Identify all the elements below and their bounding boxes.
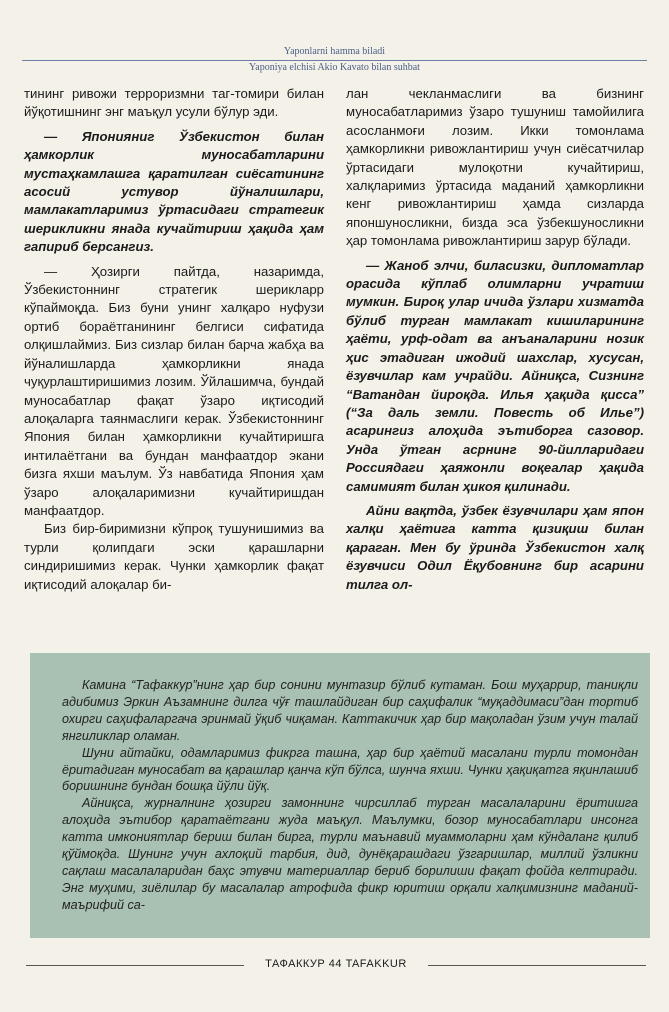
paragraph: — Ҳозирги пайтда, назаримда, Ўзбекистоннинг стратегик шерикларр кўпаймоқда. Биз буни унинг халқаро нуфузи ортиб бораётганининг белгиси сифатида олқишлаймиз. Биз сизлар билан барча жабҳа ва йўналишларда ҳамкорликни янада чуқурлаштиришимиз лозим. Ўйлашимча, бундай муносабатлар фақат ўзаро иқтисодий алоқаларга таянмаслиги керак. Ўзбекистоннинг Япония билан ҳамкорликни кучайтиришга интилаётгани ва бундан манфаатдор экани бизга яхши маълум. Ўз навбатида Япония ҳам ўзаро алоқаларимизни кучайтиришдан манфаатдор. xyxy=(24,263,324,518)
interviewer-question: — Жаноб элчи, биласизки, дипломатлар орасида кўплаб олимларни учратиш мумкин. Бироқ улар ичида ўзлари хизматда бўлиб турган мамлакат кишиларининг ҳаёти, урф-одат ва анъаналарини нозик ҳис этадиган ижодий шахслар, хусусан, ёзувчилар кам учрайди. Айниқса, Сизнинг “Ватандан йироқда. Илья ҳақида қисса” (“За даль земли. Повесть об Илье”) асарингиз алоҳида эътиборга сазовор. Унда ўтган асрнинг 90-йилларидаги Россиядаги ҳаяжонли воқеалар ҳақида самимият билан ҳикоя қилинади. xyxy=(346,257,644,494)
reader-comment-box xyxy=(30,653,650,938)
page-footer xyxy=(0,958,669,972)
right-text-column xyxy=(346,85,644,600)
footer-page-number: ТАФАККУР 44 TAFAKKUR xyxy=(265,958,407,970)
paragraph: Биз бир-биримизни кўпроқ тушунишимиз ва турли қолипдаги эски қарашларни синдиришимиз керак. Чунки ҳамкорлик фақат иқтисодий алоқалар би- xyxy=(24,521,324,592)
comment-paragraph: Айниқса, журналнинг ҳозирги замоннинг чирсиллаб турган масалаларини ёритишга алоҳида эътибор қаратаётгани жуда маъқул. Маълумки, бозор муносабатлари инсонга катта имкониятлар бериш билан бирга, турли маънавий муаммоларни ҳам кўндаланг қилиб қўймоқда. Шунинг учун ахлоқий тарбия, дид, дунёқарашдаги ўзгаришлар, миллий ўзликни сақлаш масалаларидан баҳс этувчи материаллар бериб борилиши фақат фойда келтиради. Энг муҳими, зиёлилар бу масалалар атрофида фикр юритиш орқали халқимизнинг маданий-маърифий са- xyxy=(62,796,638,912)
footer-rule-right xyxy=(428,965,646,966)
left-text-column xyxy=(24,85,324,594)
interviewer-question: — Японияниг Ўзбекистон билан ҳамкорлик муносабатларини мустаҳкамлашга қаратилган сиёсатининг асосий устувор йўналишлари, мамлакатларимиз ўртасидаги стратегик шерикликни янада кучайтириш ҳақида ҳам гапириб берсангиз. xyxy=(24,128,324,255)
paragraph: тининг ривожи терроризмни таг-томири билан йўқотишнинг энг маъқул усули бўлур эди. xyxy=(24,86,324,120)
header-rule xyxy=(22,60,647,61)
paragraph: лан чекланмаслиги ва бизнинг муносабатларимиз ўзаро тушуниш тамойилига асосланмоғи лозим. Икки томонлама ҳамкорликни ривожлантириш учун сиёсатчилар ўртасидаги мулоқотни кучайтириш, халқларимиз ўртасида маданий ҳамкорликни кенг ривожлантириш ҳамда сизларда японшуносликни, бизда эса ўзбекшуносликни ҳар томонлама ривожлантириш зарур бўлади. xyxy=(346,86,644,249)
reader-comment-text xyxy=(62,677,638,914)
header-article-subtitle: Yaponiya elchisi Akio Kavato bilan suhbat xyxy=(249,62,420,73)
comment-paragraph: Шуни айтайки, одамларимиз фикрга ташна, ҳар бир ҳаётий масалани турли томондан ёритадиган муносабат ва қарашлар қанча кўп бўлса, шунча яхши. Чунки ҳақиқатга яқинлашиб боришнинг бундан бошқа йўли йўқ. xyxy=(62,745,638,794)
footer-rule-left xyxy=(26,965,244,966)
interviewer-question: Айни вақтда, ўзбек ёзувчилари ҳам япон халқи ҳаётига катта қизиқиш билан қараган. Мен бу ўринда Ўзбекистон халқ ёзувчиси Одил Ёқубовнинг бир асарини тилга ол- xyxy=(346,502,644,592)
comment-paragraph: Камина “Тафаккур”нинг ҳар бир сонини мунтазир бўлиб кутаман. Бош муҳаррир, таниқли адибимиз Эркин Аъзамнинг дилга чўғ ташлайдиган бир саҳифалик “муқаддимаси”дан тортиб охирги саҳифаларгача эринмай ўқиб чиқаман. Каттакичик ҳар бир мақоладан ўзим учун талай янгиликлар оламан. xyxy=(62,678,638,743)
header-section-title: Yaponlarni hamma biladi xyxy=(283,46,386,57)
